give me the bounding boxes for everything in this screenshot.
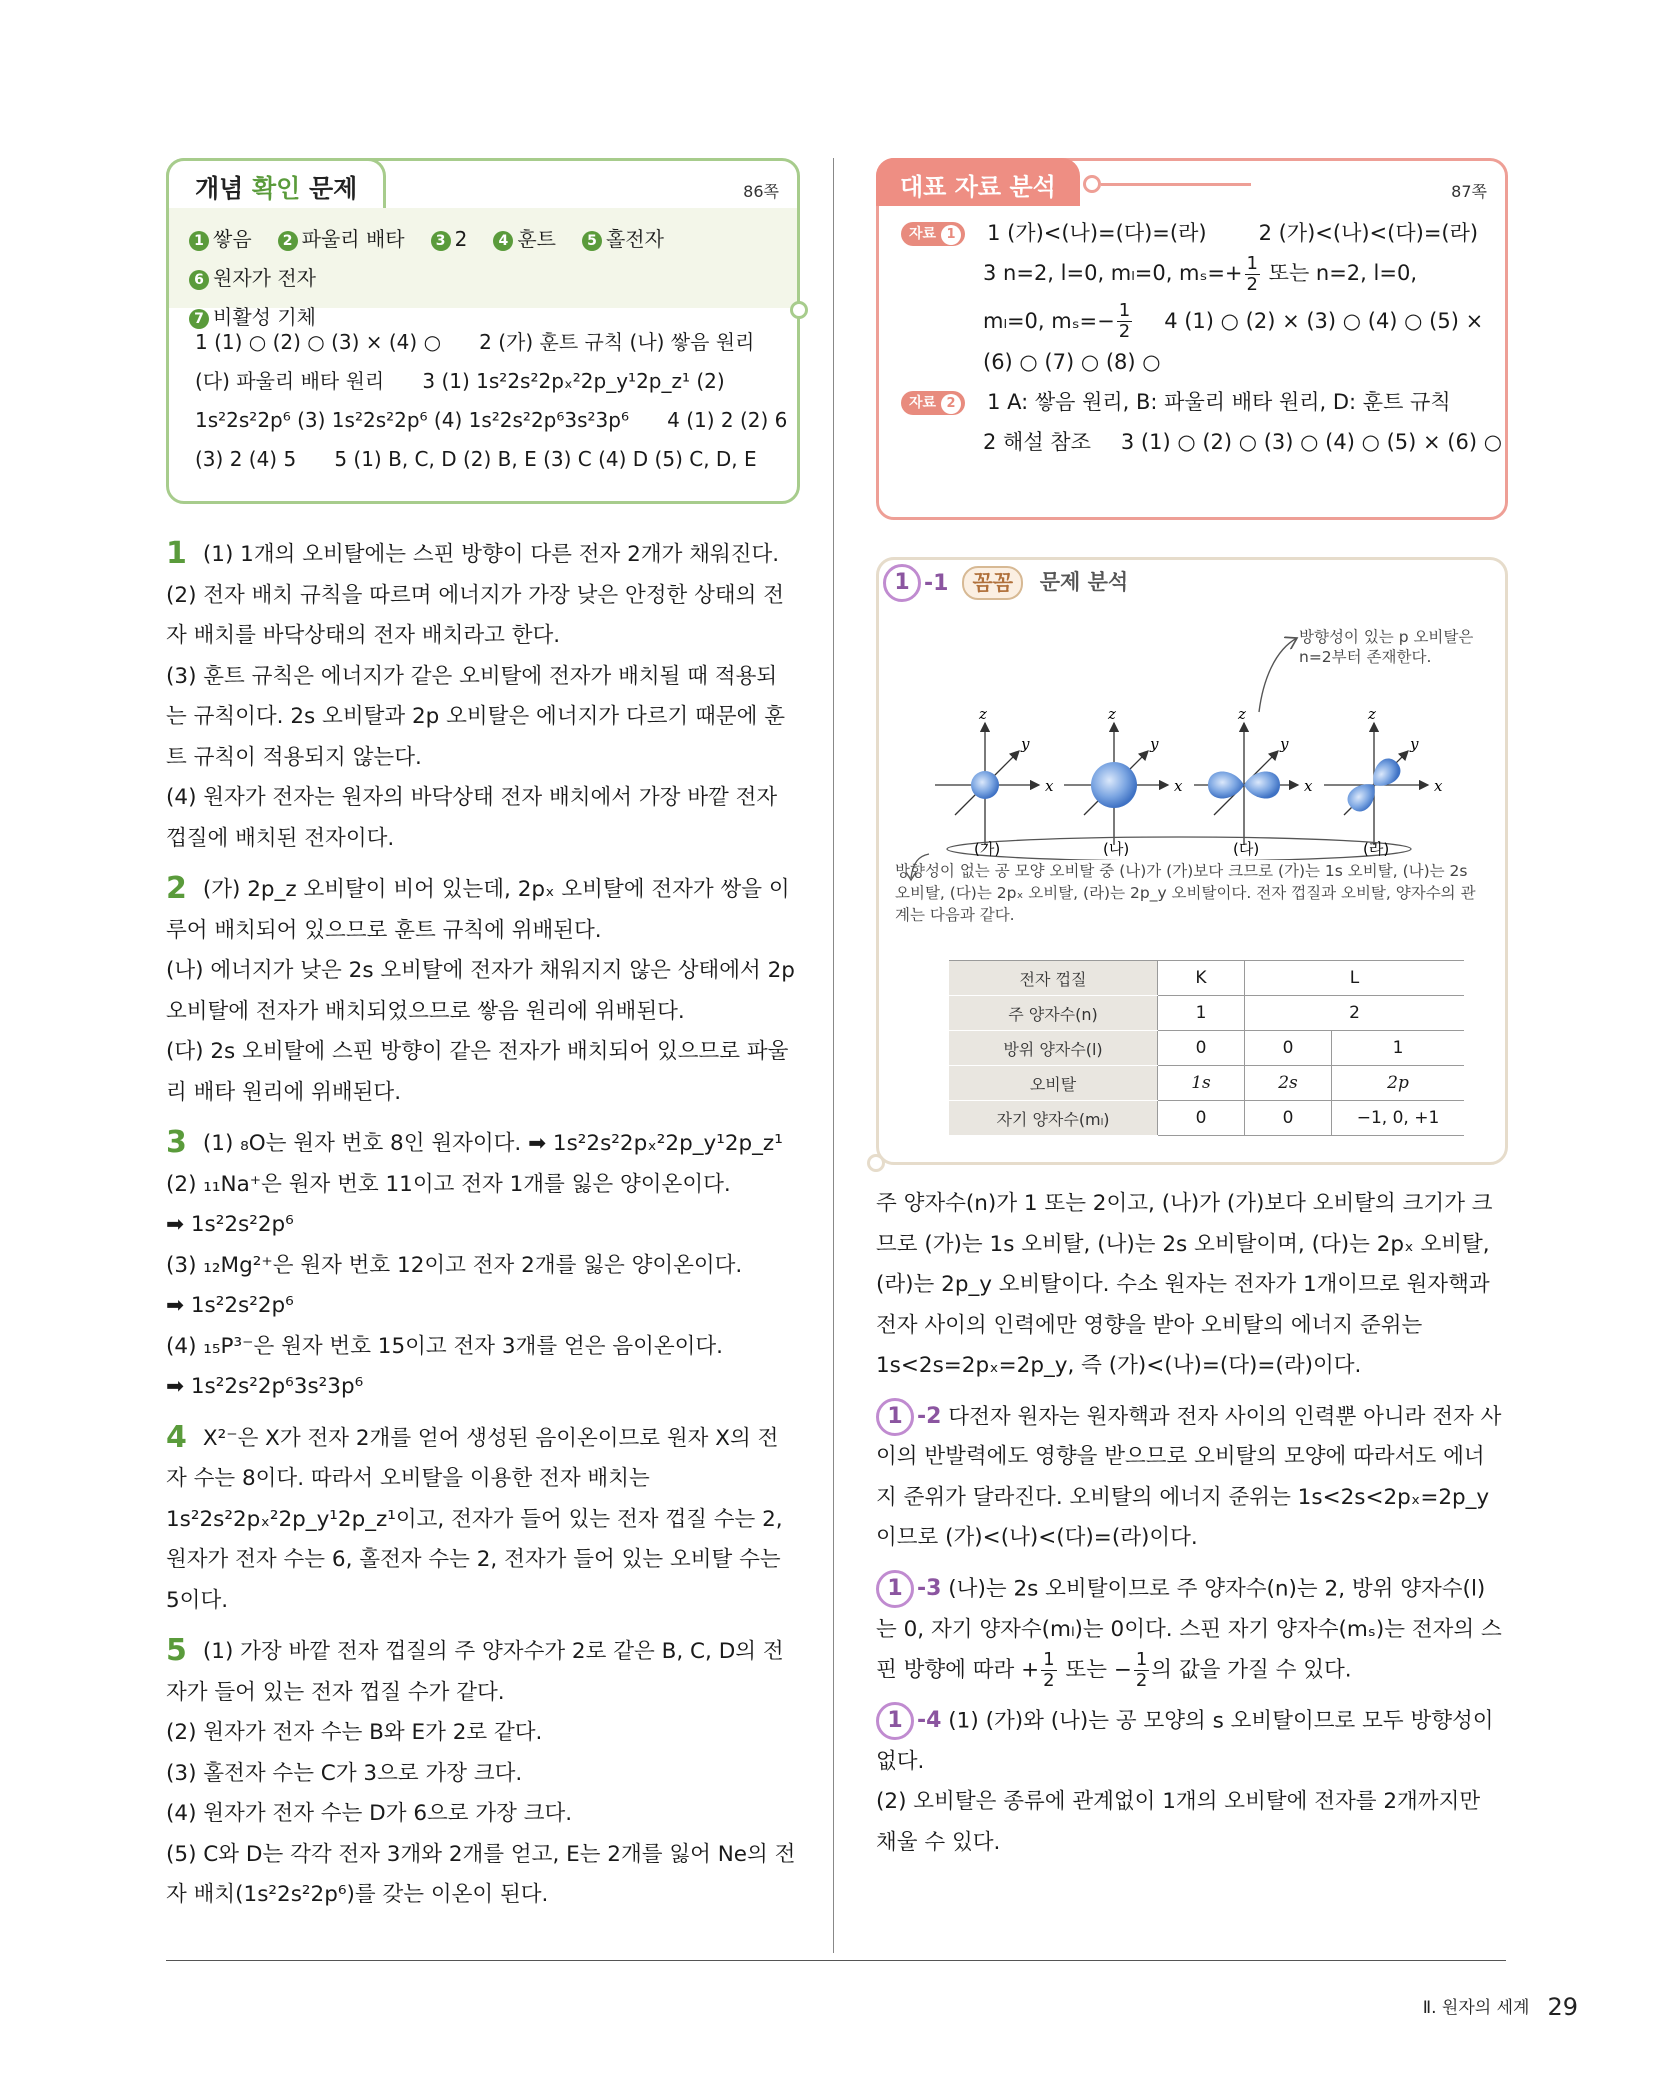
table-row: 주 양자수(n) 1 2 bbox=[949, 996, 1464, 1031]
axis-label-x: x bbox=[1045, 777, 1054, 795]
explanation-1-2: 1 -2 다전자 원자는 원자핵과 전자 사이의 인력뿐 아니라 전자 사이의 반발력에도 영향을 받으므로 오비탈의 모양에 따라서도 에너지 준위가 달라진다. 오비탈의 에너지 준위는 1s<2s<2pₓ=2p_y이므로 (가)<(나)<(다)=(라)이다. bbox=[876, 1397, 1502, 1559]
fill-answer: 1 쌓음 bbox=[189, 227, 252, 251]
analysis-caption: 방향성이 없는 공 모양 오비탈 중 (나)가 (가)보다 크므로 (가)는 1s 오비탈, (나)는 2s 오비탈, (다)는 2pₓ 오비탈, (라)는 2p_y 오비탈이다. 전자 껍질과 오비탈, 양자수의 관계는 다음과 같다. bbox=[895, 862, 1476, 924]
rep-row: 3 n=2, l=0, mₗ=0, mₛ=+ $\frac{1}{2}$ 또는 n=2, l=0, bbox=[983, 252, 1417, 295]
label-ellipse bbox=[947, 837, 1411, 860]
explanation-line: (2) 원자가 전자 수는 B와 E가 2로 같다. bbox=[166, 1720, 543, 1745]
explanation-line: (4) ₁₅P³⁻은 원자 번호 15이고 전자 3개를 얻은 음이온이다. bbox=[166, 1333, 724, 1359]
explanation-line: (2) 전자 배치 규칙을 따르며 에너지가 가장 낮은 안정한 상태의 전자 배치를 바닥상태의 전자 배치라고 한다. bbox=[166, 582, 785, 648]
explanation-1-4: 1 -4 (1) (가)와 (나)는 공 모양의 s 오비탈이므로 모두 방향성이 없다. bbox=[876, 1701, 1502, 1782]
table-row: 방위 양자수(l) 0 0 1 bbox=[949, 1031, 1464, 1066]
explanation-line: ➡ 1s²2s²2p⁶3s²3p⁶ bbox=[166, 1374, 364, 1399]
quantum-number-table bbox=[949, 960, 1464, 1136]
note-text-2: n=2부터 존재한다. bbox=[1299, 648, 1432, 666]
concept-check-box bbox=[166, 158, 800, 504]
concept-title: 개념 확인 문제 bbox=[195, 174, 358, 203]
rep-row: (6) ○ (7) ○ (8) ○ bbox=[983, 350, 1161, 374]
data-tag-1: 자료 1 bbox=[901, 222, 965, 246]
fraction: $\frac{1}{2}$ bbox=[1246, 252, 1258, 295]
analysis-box bbox=[876, 557, 1508, 1165]
fraction: $\frac{1}{2}$ bbox=[1135, 1649, 1148, 1691]
table-row: 전자 껍질 K L bbox=[949, 961, 1464, 996]
orbital-ra bbox=[1324, 705, 1443, 845]
label-ra: (라) bbox=[1363, 840, 1390, 858]
explanation-1-1: 주 양자수(n)가 1 또는 2이고, (나)가 (가)보다 오비탈의 크기가 크므로 (가)는 1s 오비탈, (나)는 2s 오비탈이며, (다)는 2pₓ 오비탈, (라)는 2p_y 오비탈이다. 수소 원자는 전자가 1개이므로 원자핵과 전자 사이의 인력에만 영향을 받아 오비탈의 에너지 준위는 1s<2s=2pₓ=2p_y, 즉 (가)<(나)=(다)=(라)이다. bbox=[876, 1191, 1493, 1378]
axis-label-y: y bbox=[1021, 735, 1030, 753]
decorative-knob bbox=[790, 301, 808, 319]
decorative-knob bbox=[1083, 175, 1101, 193]
page-footer bbox=[1423, 1993, 1578, 2021]
axis-label-y: y bbox=[1150, 735, 1159, 753]
explanation-4: 4 X²⁻은 X가 전자 2개를 얻어 생성된 음이온이므로 원자 X의 전자 수는 8이다. 따라서 오비탈을 이용한 전자 배치는 1s²2s²2pₓ²2p_y¹2p_z¹이고, 전자가 들어 있는 전자 껍질 수는 2, 원자가 전자 수는 6, 홀전자 수는 2, 전자가 들어 있는 오비탈 수는 5이다. bbox=[166, 1419, 783, 1613]
explanation-line: (2) 오비탈은 종류에 관계없이 1개의 오비탈에 전자를 2개까지만 채울 수 있다. bbox=[876, 1789, 1481, 1855]
orbital-na bbox=[1064, 705, 1183, 845]
decorative-line bbox=[1101, 183, 1251, 186]
label-da: (다) bbox=[1233, 840, 1260, 858]
analysis-header: 1 -1 꼼꼼 문제 분석 bbox=[883, 564, 1128, 602]
rep-row: 2 해설 참조 3 (1) ○ (2) ○ (3) ○ (4) ○ (5) × (6) ○ bbox=[983, 430, 1503, 454]
orbital-ga bbox=[935, 705, 1054, 845]
axis-label-x: x bbox=[1304, 777, 1313, 795]
explanation-3: 3 (1) ₈O는 원자 번호 8인 원자이다. ➡ 1s²2s²2pₓ²2p_y¹2p_z¹ bbox=[166, 1125, 783, 1160]
explanation-1-3: 1 -3 (나)는 2s 오비탈이므로 주 양자수(n)는 2, 방위 양자수(l)는 0, 자기 양자수(mₗ)는 0이다. 스핀 자기 양자수(mₛ)는 전자의 스핀 방향에 따라 + $\frac{1}{2}$ 또는 − $\frac{1}{2}$ 의 값을 가질 수 있다. bbox=[876, 1569, 1502, 1691]
data-tag-2: 자료 2 bbox=[901, 391, 965, 415]
table-row: 자기 양자수(mₗ) 0 0 −1, 0, +1 bbox=[949, 1101, 1464, 1136]
label-na: (나) bbox=[1103, 840, 1130, 858]
fill-answer: 6 원자가 전자 bbox=[189, 266, 316, 290]
axis-label-z: z bbox=[1108, 705, 1116, 723]
bottom-rule bbox=[166, 1960, 1506, 1961]
explanation-line: (3) 홀전자 수는 C가 3으로 가장 크다. bbox=[166, 1760, 523, 1786]
answer-key-line: (3) 2 (4) 5 5 (1) B, C, D (2) B, E (3) C (4) D (5) C, D, E bbox=[195, 447, 757, 471]
rep-answers bbox=[901, 213, 1503, 462]
table-row: 오비탈 1s 2s 2p bbox=[949, 1066, 1464, 1101]
page-number: 29 bbox=[1547, 1993, 1578, 2021]
explanation-line: (5) C와 D는 각각 전자 3개와 2개를 얻고, E는 2개를 잃어 Ne의 전자 배치(1s²2s²2p⁶)를 갖는 이온이 된다. bbox=[166, 1841, 796, 1907]
fill-answer: 3 2 bbox=[431, 227, 468, 251]
rep-tab bbox=[876, 158, 1080, 206]
axis-label-z: z bbox=[1238, 705, 1246, 723]
explanation-line: (2) ₁₁Na⁺은 원자 번호 11이고 전자 1개를 잃은 양이온이다. bbox=[166, 1171, 731, 1197]
axis-label-x: x bbox=[1434, 777, 1443, 795]
concept-fill-answers bbox=[169, 208, 797, 329]
rep-row: mₗ=0, mₛ=− $\frac{1}{2}$ 4 (1) ○ (2) × (3) ○ (4) ○ (5) × bbox=[983, 300, 1484, 342]
fraction: $\frac{1}{2}$ bbox=[1043, 1649, 1055, 1691]
explanation-2: 2 (가) 2p_z 오비탈이 비어 있는데, 2pₓ 오비탈에 전자가 쌍을 이루어 배치되어 있으므로 훈트 규칙에 위배된다. bbox=[166, 871, 790, 943]
explanation-line: (3) ₁₂Mg²⁺은 원자 번호 12이고 전자 2개를 잃은 양이온이다. bbox=[166, 1252, 743, 1278]
analysis-title: 문제 분석 bbox=[1039, 570, 1129, 594]
explanation-line: (4) 원자가 전자 수는 D가 6으로 가장 크다. bbox=[166, 1801, 573, 1826]
answer-key-line: 1s²2s²2p⁶ (3) 1s²2s²2p⁶ (4) 1s²2s²2p⁶3s²3p⁶ 4 (1) 2 (2) 6 bbox=[195, 408, 788, 432]
axis-label-y: y bbox=[1280, 735, 1289, 753]
label-ga: (가) bbox=[974, 840, 1001, 858]
axis-label-x: x bbox=[1174, 777, 1183, 795]
column-divider bbox=[833, 158, 834, 1953]
explanation-line: (다) 2s 오비탈에 스핀 방향이 같은 전자가 배치되어 있으므로 파울리 배타 원리에 위배된다. bbox=[166, 1039, 789, 1105]
representative-data-box bbox=[876, 158, 1508, 520]
explanation-line: ➡ 1s²2s²2p⁶ bbox=[166, 1293, 294, 1318]
axis-label-z: z bbox=[979, 705, 987, 723]
kkomkkom-badge: 꼼꼼 bbox=[962, 566, 1023, 600]
rep-title: 대표 자료 분석 bbox=[900, 173, 1056, 201]
decorative-knob bbox=[867, 1154, 885, 1172]
fill-answer: 7 비활성 기체 bbox=[189, 305, 316, 329]
concept-page-ref: 86쪽 bbox=[743, 182, 779, 201]
rep-row: 자료 2 1 A: 쌓음 원리, B: 파울리 배타 원리, D: 훈트 규칙 bbox=[901, 382, 1491, 422]
rep-page-ref: 87쪽 bbox=[1451, 182, 1487, 201]
note-text-1: 방향성이 있는 p 오비탈은 bbox=[1299, 628, 1474, 646]
axis-label-z: z bbox=[1368, 705, 1376, 723]
explanation-5: 5 (1) 가장 바깥 전자 껍질의 주 양자수가 2로 같은 B, C, D의 전자가 들어 있는 전자 껍질 수가 같다. bbox=[166, 1633, 784, 1705]
fill-answer: 2 파울리 배타 bbox=[278, 227, 405, 251]
note-arrow bbox=[1259, 638, 1297, 712]
concept-tab bbox=[166, 158, 386, 209]
fill-answer: 4 훈트 bbox=[493, 227, 556, 251]
question-number: 1 bbox=[883, 564, 921, 602]
right-explanations bbox=[876, 1184, 1502, 1863]
explanation-line: ➡ 1s²2s²2p⁶ bbox=[166, 1212, 294, 1237]
explanation-line: (나) 에너지가 낮은 2s 오비탈에 전자가 채워지지 않은 상태에서 2p 오비탈에 전자가 배치되었으므로 쌓음 원리에 위배된다. bbox=[166, 958, 795, 1024]
concept-answer-key bbox=[195, 323, 788, 479]
axis-label-y: y bbox=[1410, 735, 1419, 753]
section-title: Ⅱ. 원자의 세계 bbox=[1422, 1998, 1530, 2018]
explanation-line: (3) 훈트 규칙은 에너지가 같은 오비탈에 전자가 배치될 때 적용되는 규칙이다. 2s 오비탈과 2p 오비탈은 에너지가 다르기 때문에 훈트 규칙이 적용되지 않는다. bbox=[166, 663, 786, 770]
left-explanations bbox=[166, 534, 796, 1916]
answer-key-line: (다) 파울리 배타 원리 3 (1) 1s²2s²2pₓ²2p_y¹2p_z¹ (2) bbox=[195, 369, 725, 393]
rep-row: 자료 1 1 (가)<(나)=(다)=(라) 2 (가)<(나)<(다)=(라) bbox=[901, 213, 1491, 253]
fraction: $\frac{1}{2}$ bbox=[1118, 300, 1131, 342]
orbital-da bbox=[1194, 705, 1313, 845]
fill-answer: 5 홀전자 bbox=[582, 227, 664, 251]
orbital-diagram bbox=[879, 600, 1499, 860]
explanation-line: (4) 원자가 전자는 원자의 바닥상태 전자 배치에서 가장 바깥 전자 껍질에 배치된 전자이다. bbox=[166, 785, 778, 851]
answer-key-line: 1 (1) ○ (2) ○ (3) × (4) ○ 2 (가) 훈트 규칙 (나) 쌓음 원리 bbox=[195, 330, 755, 354]
explanation-1: 1 (1) 1개의 오비탈에는 스핀 방향이 다른 전자 2개가 채워진다. bbox=[166, 536, 780, 571]
